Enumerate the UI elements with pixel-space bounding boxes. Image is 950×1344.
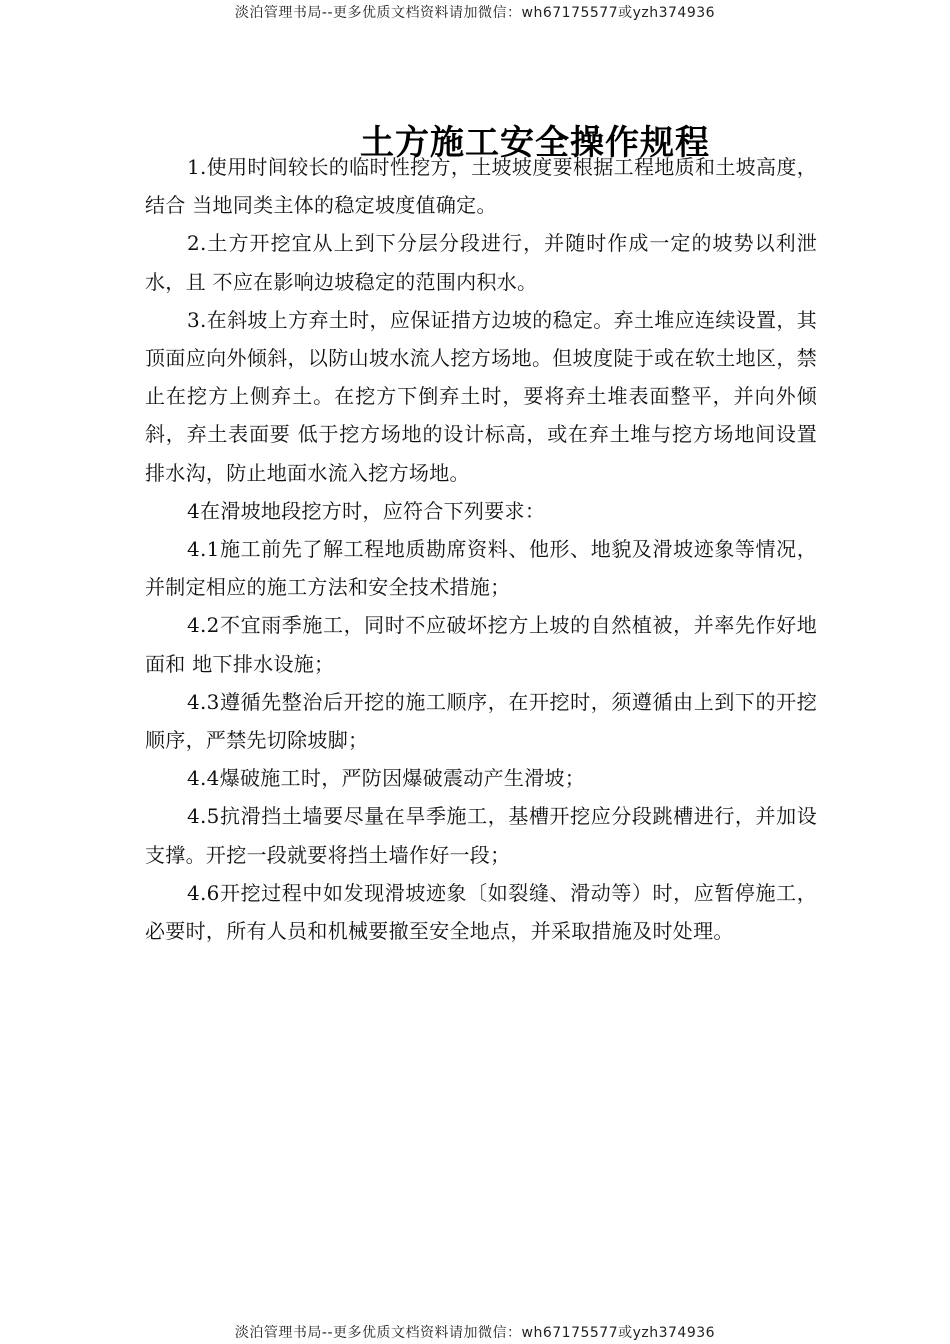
- paragraph-4-5: 4.5抗滑挡土墙要尽量在旱季施工，基槽开挖应分段跳槽进行，并加设支撑。开挖一段就要将挡土墙作好一段；: [145, 804, 817, 867]
- paragraph-4-2: 4.2不宜雨季施工，同时不应破坏挖方上坡的自然植被，并率先作好地面和 地下排水设施；: [145, 613, 817, 676]
- paragraph-2: 2.土方开挖宜从上到下分层分段进行，并随时作成一定的坡势以利泄水，且 不应在影响边坡稳定的范围内积水。: [145, 231, 817, 294]
- page-footer-note: 淡泊管理书局--更多优质文档资料请加微信：wh67175577或yzh374936: [234, 1325, 716, 1341]
- paragraph-4: 4在滑坡地段挖方时，应符合下列要求：: [187, 498, 546, 523]
- paragraph-4-6: 4.6开挖过程中如发现滑坡迹象〔如裂缝、滑动等）时，应暂停施工，必要时，所有人员和机械要撤至安全地点，并采取措施及时处理。: [145, 880, 817, 944]
- paragraph-1: 1.使用时间较长的临时性挖方，土坡坡度要根据工程地质和土坡高度，结合 当地同类主体的稳定坡度值确定。: [145, 155, 817, 218]
- paragraph-3: 3.在斜坡上方弃土时，应保证措方边坡的稳定。弃土堆应连续设置，其顶面应向外倾斜，以防山坡水流人挖方场地。但坡度陡于或在软土地区，禁止在挖方上侧弃土。在挖方下倒弃土时，要将弃土堆表面整平，并向外倾斜，弃土表面要 低于挖方场地的设计标高，或在弃土堆与挖方场地间设置排水沟，防止地面水流入挖方场地。: [145, 307, 817, 485]
- document-body: [145, 148, 817, 950]
- paragraph-4-4: 4.4爆破施工时，严防因爆破震动产生滑坡；: [187, 766, 586, 791]
- paragraph-4-3: 4.3遵循先整治后开挖的施工顺序，在开挖时，须遵循由上到下的开挖顺序，严禁先切除坡脚；: [145, 689, 817, 753]
- document-title: 土方施工安全操作规程: [360, 122, 710, 163]
- page-header-note: 淡泊管理书局--更多优质文档资料请加微信：wh67175577或yzh374936: [234, 5, 716, 21]
- paragraph-4-1: 4.1施工前先了解工程地质勘席资料、他形、地貌及滑坡迹象等情况，并制定相应的施工方法和安全技术措施；: [145, 537, 817, 600]
